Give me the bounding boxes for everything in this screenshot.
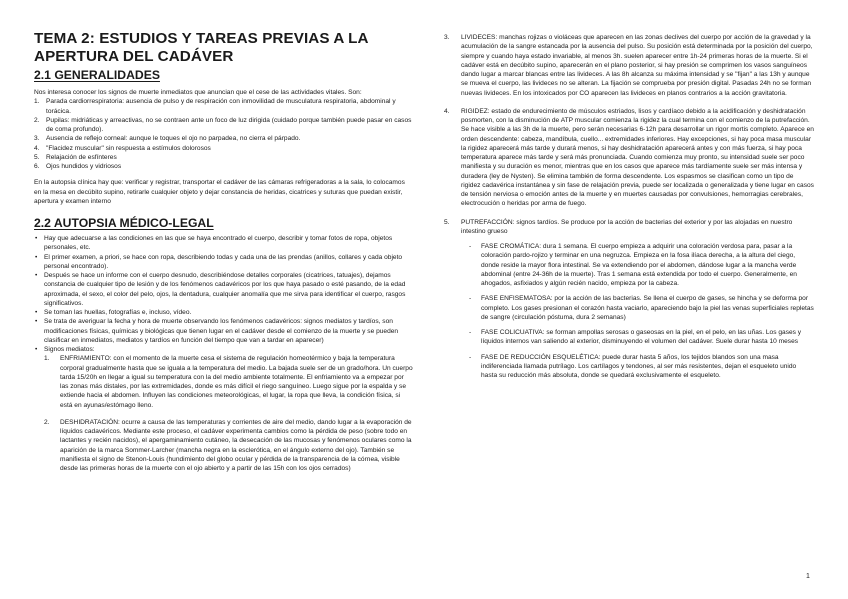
list-item: - FASE COLICUATIVA: se forman ampollas serosas o gaseosas en la piel, en el pelo, en las uñas. Los gases y líquidos internos van saliendo al exterior, disminuyendo el volumen del cadáver. Suele durar hasta 10 meses xyxy=(481,328,814,347)
list-item: 1. Parada cardiorrespiratoria: ausencia de pulso y de respiración con inmovilidad de musculatura respiratoria, abdominal y torácica. xyxy=(34,98,396,115)
list-item: 3. LIVIDECES: manchas rojizas o violáceas que aparecen en las zonas declives del cuerpo por acción de la gravedad y la acumulación de la sangre estancada por la ausencia del pulso. Su posición está determinada por la posición del cuerpo, siempre y cuando haya estado invariable, al menos 3h. suelen aparecer entre 1h-24 primeras horas de la muerte. Si el cadáver está en decúbito supino, aparecerán en el plano posterior, si hay presión se comprimen los vasos sanguíneos dando lugar a marcar blancas entre las livideces. A las 8h alcanza su máxima intensidad y se "fijan" a las 13h y aunque se mueva el cuerpo, las livideces no se alteran. La fijación se comprueba por presión digital. Pasadas 24h no se forman nuevas livideces. En los intoxicados por CO aparecen las livideces en planos contrarios a la acción gravitatoria. xyxy=(444,34,813,97)
section-heading-autopsia: 2.2 AUTOPSIA MÉDICO-LEGAL xyxy=(34,216,214,230)
list-item: 6. Ojos hundidos y vidriosos xyxy=(34,163,122,170)
section-heading-generalidades: 2.1 GENERALIDADES xyxy=(34,68,160,82)
list-item: • Signos mediatos: xyxy=(44,345,414,354)
list-item: 5. PUTREFACCIÓN: signos tardíos. Se produce por la acción de bacterias del exterior y por las alojadas en nuestro intestino grueso - FASE CROMÁTICA: dura 1 semana. El cuerpo empieza a adquirir una coloración verdosa para, pasar a la coloración pardo-rojizo y terminar en una negruzca. Empieza en la fosa ilíaca derecha, a la altura del ciego, donde reside la mayor flora intestinal. Se va extendiendo por el abdomen, dándose lugar a la mancha verde abdominal (entre 24-36h de la muerte). Tras 1 semana está extendida por todo el cuerpo. Generalmente, en ahogados, asfixiados y algún recién nacido, empieza por la cabeza. - FASE ENFISEMATOSA: por la acción de las bacterias. Se llena el cuerpo de gases, se hincha y se deforma por completo. Los gases presionan el corazón hasta vaciarlo, apareciendo bajo la piel las venas superficiales repletas de sangre (circulación póstuma, dura 2 semanas) - FASE COLICUATIVA: se forman ampollas serosas o gaseosas en la piel, en el pelo, en las uñas. Los gases y líquidos internos van saliendo al exterior, disminuyendo el volumen del cadáver. Suele durar hasta 10 meses - FASE DE REDUCCIÓN ESQUELÉTICA: puede durar hasta 5 años, los tejidos blandos son una masa indiferenciada llamada putrílago. Los cartílagos y tendones, al ser más resistentes, dejan el esqueleto unido hasta su reducción más absoluta, donde se quedará exclusivamente el esqueleto. xyxy=(461,218,814,381)
page-number: 1 xyxy=(806,573,810,580)
signos-mediatos-list xyxy=(44,354,414,473)
putrefaccion-phases-list xyxy=(461,242,814,380)
generalidades-intro: Nos interesa conocer los signos de muerte inmediatos que anuncian que el cese de las actividades vitales. Son: xyxy=(34,89,362,96)
list-item: 3. Ausencia de reflejo corneal: aunque le toques el ojo no parpadea, no cierra el párpado. xyxy=(34,135,301,143)
list-item: • Se toman las huellas, fotografías e, incluso, vídeo. xyxy=(44,308,414,317)
right-column xyxy=(444,33,814,386)
signs-list xyxy=(34,97,414,171)
signos-list-continued xyxy=(444,33,814,380)
autopsia-bullet-list xyxy=(34,234,414,354)
list-item: 4. "Flacidez muscular" sin respuesta a estímulos dolorosos xyxy=(34,144,211,152)
list-item: 2. Pupilas: midriáticas y arreactivas, no se contraen ante un foco de luz dirigida (cuidado porque también puede pasar en casos de coma profundo). xyxy=(34,116,412,133)
list-item: - FASE DE REDUCCIÓN ESQUELÉTICA: puede durar hasta 5 años, los tejidos blandos son una masa indiferenciada llamada putrílago. Los cartílagos y tendones, al ser más resistentes, dejan el esqueleto unido hasta su reducción más absoluta, donde se quedará exclusivamente el esqueleto. xyxy=(481,353,814,381)
list-item: • Se trata de averiguar la fecha y hora de muerte observando los fenómenos cadavéricos: signos mediatos y tardíos, son modificaciones físicas, químicas y biológicas que tienen lugar en el cadáver desde el comienzo de la muerte y se pueden clasificar en inmediatos, mediatos y tardíos en función del tiempo que van a tardar en aparecer) xyxy=(44,317,414,345)
autopsia-clinica-paragraph: En la autopsia clínica hay que: verificar y registrar, transportar el cadáver de las cámaras refrigeradoras a la sala, lo colocamos en la mesa en decúbito supino, retirarle cualquier objeto y dejar constancia de heridas, cicatrices y suturas que puedan existir, apertura y examen interno xyxy=(34,179,405,205)
list-item: • Después se hace un informe con el cuerpo desnudo, describiéndose detalles corporales (cicatrices, tatuajes), dejamos constancia de cualquier tipo de lesión y de los fenómenos cadavéricos por los que haya pasado o esté pasando, de la edad aproximada, el sexo, el color del pelo, ojos, la dentadura, cualquier anomalía que me sirva para identificar el cuerpo, rasgos significativos. xyxy=(44,271,414,308)
list-item: • Hay que adecuarse a las condiciones en las que se haya encontrado el cuerpo, describir y tomar fotos de ropa, objetos personales, etc. xyxy=(44,234,414,253)
list-item: 5. Relajación de esfínteres xyxy=(34,153,117,161)
list-item: 2. DESHIDRATACIÓN: ocurre a causa de las temperaturas y corrientes de aire del medio, dando lugar a la evaporación de líquidos cadavéricos. Mediante este proceso, el cadáver experimenta cambios como la pérdida de peso (sobre todo en lactantes y recién nacidos), el apergaminamiento cutáneo, la desecación de las mucosas y fenómenos oculares como la aparición de la marca Sommer-Larcher (mancha negra en la esclerótica, en el ángulo externo del ojo). También se manifiesta el signo de Stenon-Louis (hundimiento del globo ocular y pérdida de la transparencia de la córnea, visible desde las primeras horas de la muerte con el ojo abierto y a partir de las 15h con los ojos cerrados) xyxy=(44,418,412,472)
list-item: • El primer examen, a priori, se hace con ropa, describiendo todas y cada una de las prendas (anillos, collares y cada objeto personal encontrado). xyxy=(44,253,414,272)
left-column xyxy=(34,30,414,473)
list-item: 4. RIGIDEZ: estado de endurecimiento de músculos estriados, lisos y cardíaco debido a la acidificación y deshidratación posmorten, con la disminución de ATP muscular comienza la rigidez la cual termina con el comienzo de la putrefacción. Se hace visible a las 3h de la muerte, pero serán necesarias 6-12h para desarrollar un rigor mortis completo. Aparece en orden descendente: cabeza, mandíbula, cuello... extremidades inferiores. Hay excepciones, si hay poca masa muscular la rigidez aparecerá más tarde y durará menos, si hay deshidratación aparecerá antes y con más fuerza, si hay poca temperatura aparece más tarde y será más pronunciada. Cuando comienza muy pronto, su intensidad suele ser poco manifiesta y su duración es menor, mientras que en los casos que aparece más tardíamente suele ser más intensa y duradera (ley de Nysten). Se elimina también de forma descendente. Los espasmos se clasifican como un tipo de rigidez cadavérica instantánea y sin fase de relajación previa, puede ser localizada o generalizada y tiene lugar en casos de tensión nerviosa o emoción antes de la muerte y en muertes causadas por convulsiones, hemorragias cerebrales, electrocución o heridas por arma de fuego. xyxy=(444,107,814,208)
page-title: TEMA 2: ESTUDIOS Y TAREAS PREVIAS A LA APERTURA DEL CADÁVER xyxy=(34,30,369,65)
list-item: - FASE ENFISEMATOSA: por la acción de las bacterias. Se llena el cuerpo de gases, se hincha y se deforma por completo. Los gases presionan el corazón hasta vaciarlo, apareciendo bajo la piel las venas superficiales repletas de sangre (circulación póstuma, dura 2 semanas) xyxy=(481,294,814,322)
list-item: - FASE CROMÁTICA: dura 1 semana. El cuerpo empieza a adquirir una coloración verdosa para, pasar a la coloración pardo-rojizo y terminar en una negruzca. Empieza en la fosa ilíaca derecha, a la altura del ciego, donde reside la mayor flora intestinal. Se va extendiendo por el abdomen, dándose lugar a la mancha verde abdominal (entre 24-36h de la muerte). Tras 1 semana está extendida por todo el cuerpo. Generalmente, en ahogados, asfixiados y algún recién nacido, empieza por la cabeza. xyxy=(481,242,814,288)
list-item: 1. ENFRIAMIENTO: con el momento de la muerte cesa el sistema de regulación homeotérmico y baja la temperatura corporal gradualmente hasta que se iguala a la temperatura del medio. La bajada suele ser de un grado/hora. Un cuerpo tarda 15/20h en llegar a igual su temperatura con la del medio ambiente totalmente. El enfriamiento va a empezar por las zonas más distales, por las extremidades, donde es más difícil el riego sanguíneo. Luego sigue por la espalda y se extiende hacia el abdomen. Influyen las condiciones meteorológicas, el lugar, la ropa que lleva, la condición física, si está en ayunas/estómago lleno. xyxy=(44,355,413,409)
